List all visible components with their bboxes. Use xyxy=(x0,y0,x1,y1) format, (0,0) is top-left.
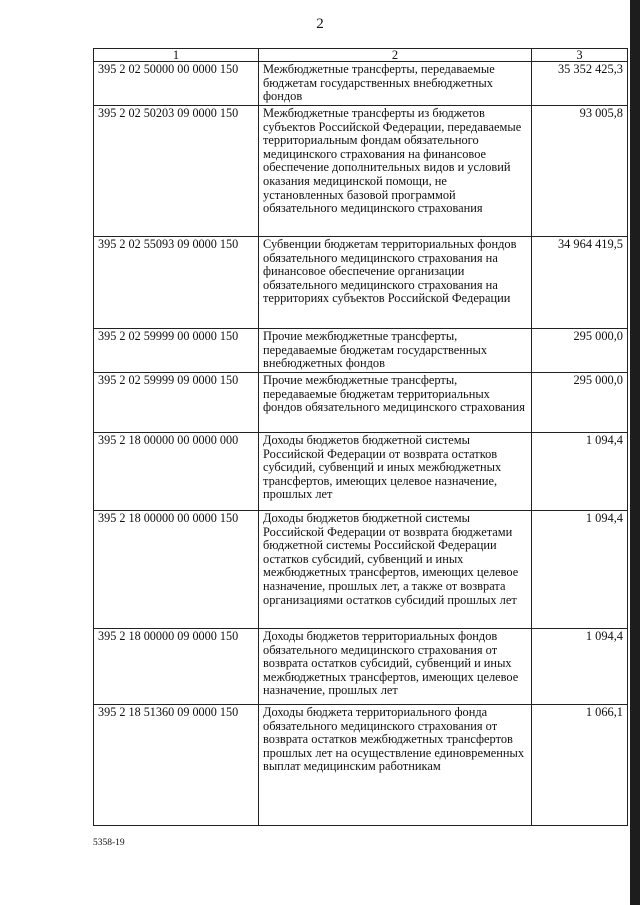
budget-code-cell: 395 2 18 00000 00 0000 150 xyxy=(94,511,259,629)
amount-cell: 93 005,8 xyxy=(532,106,628,237)
budget-code-cell: 395 2 18 00000 00 0000 000 xyxy=(94,433,259,511)
table-row xyxy=(94,511,628,629)
budget-code-cell: 395 2 02 50000 00 0000 150 xyxy=(94,62,259,106)
page-number: 2 xyxy=(316,16,324,32)
table-row xyxy=(94,237,628,329)
column-header: 1 xyxy=(94,49,259,62)
budget-name-cell: Доходы бюджета территориального фонда обязательного медицинского страхования от возврата остатков межбюджетных трансфертов прошлых лет на осуществление единовременных выплат медицинским работникам xyxy=(259,705,532,826)
budget-name-cell: Доходы бюджетов бюджетной системы Российской Федерации от возврата бюджетами бюджетной системы Российской Федерации остатков субсидий, субвенций и иных межбюджетных трансфертов, имеющих целевое назначение, прошлых лет, а также от возврата организациями остатков субсидий прошлых лет xyxy=(259,511,532,629)
amount-cell: 1 094,4 xyxy=(532,433,628,511)
table-row xyxy=(94,629,628,705)
column-header: 2 xyxy=(259,49,532,62)
table-row xyxy=(94,705,628,826)
budget-code-cell: 395 2 18 51360 09 0000 150 xyxy=(94,705,259,826)
table-row xyxy=(94,62,628,106)
amount-cell: 34 964 419,5 xyxy=(532,237,628,329)
budget-code-cell: 395 2 02 55093 09 0000 150 xyxy=(94,237,259,329)
amount-cell: 295 000,0 xyxy=(532,373,628,433)
budget-name-cell: Прочие межбюджетные трансферты, передаваемые бюджетам государственных внебюджетных фондов xyxy=(259,329,532,373)
amount-cell: 295 000,0 xyxy=(532,329,628,373)
budget-code-cell: 395 2 02 50203 09 0000 150 xyxy=(94,106,259,237)
table-row xyxy=(94,329,628,373)
column-header: 3 xyxy=(532,49,628,62)
budget-table xyxy=(93,48,628,826)
amount-cell: 35 352 425,3 xyxy=(532,62,628,106)
budget-name-cell: Межбюджетные трансферты, передаваемые бюджетам государственных внебюджетных фондов xyxy=(259,62,532,106)
table-row xyxy=(94,433,628,511)
budget-name-cell: Доходы бюджетов бюджетной системы Российской Федерации от возврата остатков субсидий, субвенций и иных межбюджетных трансфертов, имеющих целевое назначение, прошлых лет xyxy=(259,433,532,511)
amount-cell: 1 094,4 xyxy=(532,629,628,705)
scan-edge-bar xyxy=(630,0,640,905)
budget-name-cell: Доходы бюджетов территориальных фондов обязательного медицинского страхования от возврата остатков субсидий, субвенций и иных межбюджетных трансфертов, имеющих целевое назначение, прошлых лет xyxy=(259,629,532,705)
amount-cell: 1 066,1 xyxy=(532,705,628,826)
amount-cell: 1 094,4 xyxy=(532,511,628,629)
budget-name-cell: Прочие межбюджетные трансферты, передаваемые бюджетам территориальных фондов обязательного медицинского страхования xyxy=(259,373,532,433)
budget-code-cell: 395 2 02 59999 09 0000 150 xyxy=(94,373,259,433)
budget-name-cell: Субвенции бюджетам территориальных фондов обязательного медицинского страхования на финансовое обеспечение организации обязательного медицинского страхования на территориях субъектов Российской Федерации xyxy=(259,237,532,329)
table-row xyxy=(94,373,628,433)
table-row xyxy=(94,106,628,237)
budget-code-cell: 395 2 02 59999 00 0000 150 xyxy=(94,329,259,373)
budget-code-cell: 395 2 18 00000 09 0000 150 xyxy=(94,629,259,705)
document-id: 5358-19 xyxy=(93,838,125,848)
header-row xyxy=(94,49,628,62)
budget-name-cell: Межбюджетные трансферты из бюджетов субъектов Российской Федерации, передаваемые территориальным фондам обязательного медицинского страхования на финансовое обеспечение дополнительных видов и условий оказания медицинской помощи, не установленных базовой программой обязательного медицинского страхования xyxy=(259,106,532,237)
